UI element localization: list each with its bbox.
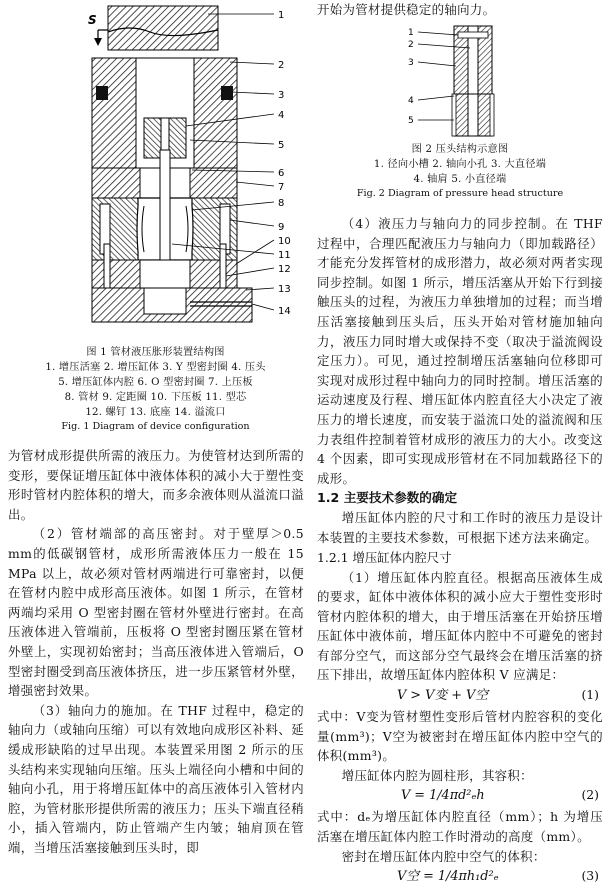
fig2-callout-5: 5 bbox=[408, 116, 414, 126]
force-label: S bbox=[88, 13, 97, 27]
fig2-callout-4: 4 bbox=[408, 96, 414, 106]
left-column-text bbox=[8, 446, 304, 857]
figure-2-title-en: Fig. 2 Diagram of pressure head structure bbox=[356, 188, 564, 199]
figure-1-title: 图 1 管材液压胀形装置结构图 bbox=[86, 347, 225, 358]
equation-1-body: V > V变 + V空 bbox=[397, 688, 489, 704]
callout-8: 8 bbox=[278, 198, 285, 209]
callout-4: 4 bbox=[278, 110, 285, 121]
figure-1-legend-line-4: 12. 螺钉 13. 底座 14. 溢流口 bbox=[85, 407, 226, 418]
section-heading: 1.2 主要技术参数的确定 bbox=[317, 490, 458, 506]
callout-6: 6 bbox=[278, 168, 285, 179]
paragraph-variables-2: 式中：dₑ为增压缸体内腔直径（mm）；h 为增压活塞在增压缸体内腔工作时滑动的高度（mm）。 bbox=[317, 809, 603, 845]
callout-13: 13 bbox=[278, 284, 291, 295]
figure-2-legend-line-1: 1. 径向小槽 2. 轴向小孔 3. 大直径端 bbox=[373, 159, 547, 170]
callout-11: 11 bbox=[278, 250, 291, 261]
callout-3: 3 bbox=[278, 90, 285, 101]
right-column-text bbox=[317, 214, 603, 888]
paragraph-end-sealing: （2）管材端部的高压密封。对于壁厚＞0.5 mm的低碳钢管材，成形所需液体压力一般在 15 MPa 以上，故必须对管材两端进行可靠密封，以便在管材内腔中成形高压液体。如图 1 所示，在管材两端均采用 O 型密封圈在管材外壁进行密封。在高压液体进入管端前，压板将 O 型密封圈压紧在管材外壁上，实现初始密封；当高压液体进入管端后，O 型密封圈受到高压液体挤压，进一步压紧管材外壁，增强密封效果。 bbox=[8, 526, 304, 699]
fig2-callout-3: 3 bbox=[408, 58, 414, 68]
paragraph-cylinder-volume: 增压缸体内腔为圆柱形，其容积： bbox=[341, 767, 533, 783]
callout-12: 12 bbox=[278, 264, 291, 275]
paragraph-parameters: 增压缸体内腔的尺寸和工作时的液压力是设计本装置的主要技术参数，可根据下述方法来确定。 bbox=[317, 510, 603, 545]
subsection-heading: 1.2.1 增压缸体内腔尺寸 bbox=[317, 549, 452, 565]
equation-1-number: (1) bbox=[581, 687, 599, 703]
figure-1-legend-line-2: 5. 增压缸体内腔 6. O 型密封圈 7. 上压板 bbox=[58, 377, 253, 388]
pressure-head-diagram bbox=[400, 22, 550, 140]
fig2-callout-1: 1 bbox=[408, 28, 414, 38]
equation-3 bbox=[317, 866, 603, 888]
equation-2-number: (2) bbox=[581, 787, 599, 803]
paragraph-overflow: 为管材成形提供所需的液压力。为使管材达到所需的变形，要保证增压缸体中液体体积的减小大于塑性变形时管材内腔体积的增大，而多余液体则从溢流口溢出。 bbox=[8, 448, 304, 522]
paragraph-sync-control: （4）液压力与轴向力的同步控制。在 THF 过程中，合理匹配液压力与轴向力（即加载路径）才能充分发挥管材的成形潜力，故必须对两者实现同步控制。如图 1 所示，增压活塞从开始下行到接触压头的过程，为液压力单独增加的过程；而当增压活塞接触到压头后，压头开始对管材施加轴向力，液压力同时增大或保持不变（取决于溢流阀设定压力）。可见，通过控制增压活塞轴向位移即可实现对成形过程中轴向力的同时控制。增压活塞的运动速度及行程、增压缸体内腔直径大小决定了液压力的增长速度，而安装于溢流口处的溢流阀和压力表组件控制着管材成形的液压力的大小。改变这 4 个因素，即可实现成形管材在不同加载路径下的成形。 bbox=[317, 216, 603, 486]
paragraph-variables-1: 式中：V变为管材塑性变形后管材内腔容积的变化量(mm³)；V空为被密封在增压缸体内腔中空气的体积(mm³)。 bbox=[317, 709, 603, 764]
equation-2 bbox=[317, 785, 603, 807]
callout-7: 7 bbox=[278, 182, 285, 193]
right-column-top-line bbox=[317, 0, 603, 20]
fig2-callout-2: 2 bbox=[408, 40, 414, 50]
callout-14: 14 bbox=[278, 306, 291, 317]
equation-2-body: V = 1/4πd²ₑh bbox=[401, 788, 485, 804]
figure-1-legend-line-3: 8. 管材 9. 定距圈 10. 下压板 11. 型芯 bbox=[64, 392, 247, 403]
callout-10: 10 bbox=[278, 236, 291, 247]
equation-3-number: (3) bbox=[581, 868, 599, 884]
figure-1-caption bbox=[0, 345, 311, 434]
paragraph-air-volume: 密封在增压缸体内腔中空气的体积： bbox=[341, 848, 546, 864]
figure-1 bbox=[40, 0, 302, 345]
callout-1: 1 bbox=[278, 10, 285, 21]
callout-9: 9 bbox=[278, 222, 285, 233]
callout-2: 2 bbox=[278, 60, 285, 71]
figure-2-title: 图 2 压头结构示意图 bbox=[411, 144, 509, 155]
continued-text: 开始为管材提供稳定的轴向力。 bbox=[317, 2, 496, 17]
callout-5: 5 bbox=[278, 140, 285, 151]
equation-3-body: V空 = 1/4πh₁d²ₑ bbox=[397, 869, 499, 885]
figure-1-legend-line-1: 1. 增压活塞 2. 增压缸体 3. Y 型密封圈 4. 压头 bbox=[45, 362, 266, 373]
device-configuration-diagram bbox=[40, 0, 302, 345]
figure-1-title-en: Fig. 1 Diagram of device configuration bbox=[61, 421, 250, 432]
figure-2-legend-line-2: 4. 轴肩 5. 小直径端 bbox=[413, 174, 507, 185]
figure-2-caption bbox=[317, 142, 603, 201]
equation-1 bbox=[317, 685, 603, 707]
figure-2 bbox=[400, 22, 550, 140]
paragraph-axial-force: （3）轴向力的施加。在 THF 过程中，稳定的轴向力（或轴向压缩）可以有效地向成形区补料、延缓成形缺陷的过早出现。本装置采用图 2 所示的压头结构来实现轴向压缩。压头上端径向小槽和中间的轴向小孔，用于将增压缸体中的高压液体引入管材内腔，为管材胀形提供所需的液压力；压头下端直径稍小，插入管端内，防止管端产生内皱；轴肩顶在管端，当增压活塞接触到压头时，即 bbox=[8, 702, 304, 855]
paragraph-cavity-diameter: （1）增压缸体内腔直径。根据高压液体生成的要求，缸体中液体体积的减小应大于塑性变形时管材内腔体积的增大，由于增压活塞在开始挤压增压缸体中液体前，增压缸体内腔中不可避免的密封有部分空气，而这部分空气最终会在增压活塞的挤压下排出，故增压缸体内腔体积 V 应满足： bbox=[317, 569, 603, 683]
